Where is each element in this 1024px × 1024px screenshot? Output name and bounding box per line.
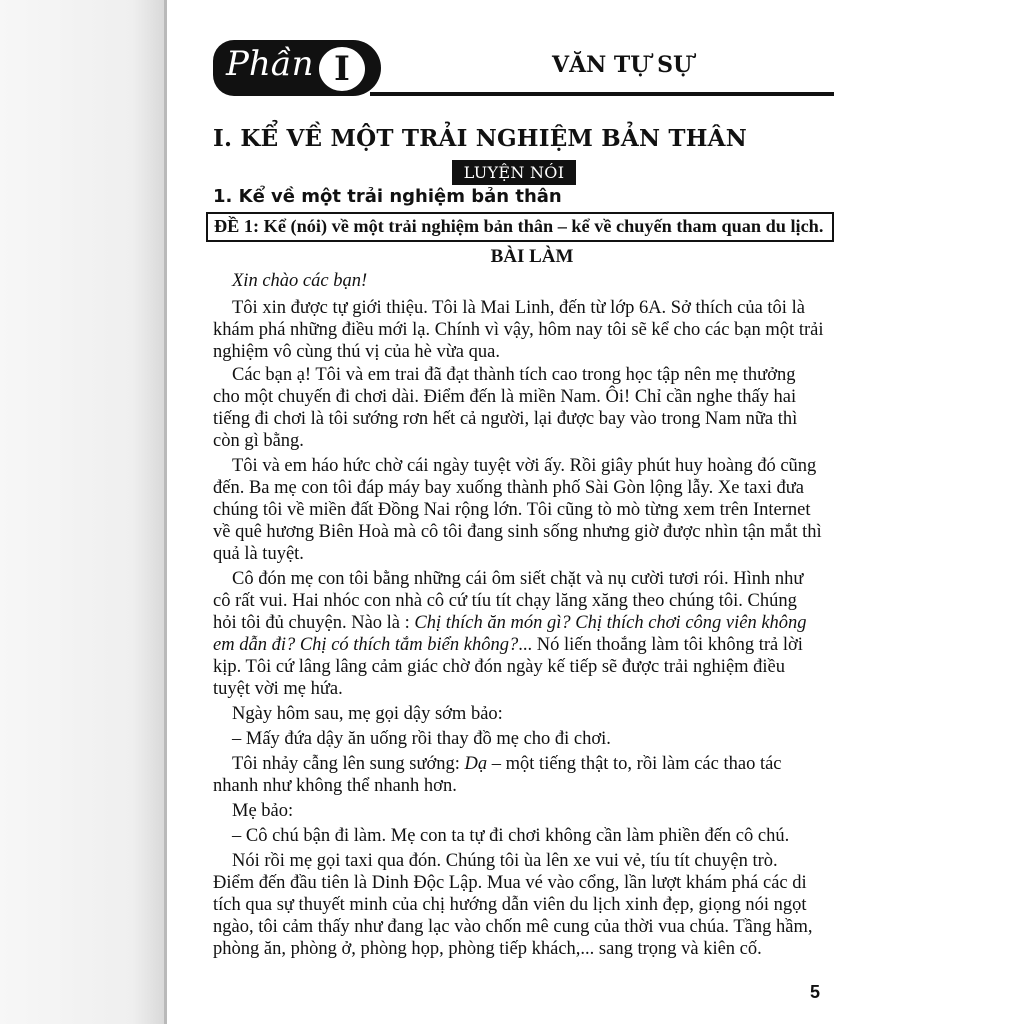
body-line: còn gì bằng. [213, 431, 304, 451]
exclamation: Dạ [464, 754, 488, 774]
greeting-line: Xin chào các bạn! [232, 271, 368, 291]
body-line [213, 612, 807, 634]
quoted-question: em dẫn đi? Chị có thích tắm biển không? [213, 635, 519, 655]
subsection-title: 1. Kể về một trải nghiệm bản thân [213, 186, 562, 207]
dialogue-line: – Cô chú bận đi làm. Mẹ con ta tự đi chơi không cần làm phiền đến cô chú. [232, 826, 790, 846]
body-line: Mẹ bảo: [232, 801, 294, 821]
section-title: I. KỂ VỀ MỘT TRẢI NGHIỆM BẢN THÂN [213, 125, 747, 152]
answer-heading: BÀI LÀM [490, 246, 574, 267]
body-line: Cô đón mẹ con tôi bằng những cái ôm siết chặt và nụ cười tươi rói. Hình như [232, 569, 804, 589]
body-line: chúng tôi về miền đất Đồng Nai rộng lớn. Tôi cũng tò mò từng xem trên Internet [213, 500, 811, 520]
part-word: Phần [226, 44, 314, 84]
prompt-text: ĐỀ 1: Kể (nói) về một trải nghiệm bản thân – kể về chuyến tham quan du lịch. [214, 216, 824, 236]
quoted-question: Chị thích ăn món gì? Chị thích chơi công viên không [414, 613, 807, 633]
body-line: tích qua sự thuyết minh của chị hướng dẫn viên du lịch xinh đẹp, giọng nói ngọt [213, 895, 807, 915]
body-line: kịp. Tôi cứ lâng lâng cảm giác chờ đón ngày kế tiếp sẽ được trải nghiệm điều [213, 657, 786, 677]
book-gutter [0, 0, 166, 1024]
body-line: khám phá những điều mới lạ. Chính vì vậy, hôm nay tôi sẽ kể cho các bạn một trải [213, 320, 824, 340]
body-line [232, 753, 782, 775]
body-text: Tôi nhảy cẫng lên sung sướng: [232, 754, 465, 774]
body-text: – một tiếng thật to, rồi làm các thao tác [487, 754, 782, 774]
body-text: ... Nó liến thoắng làm tôi không trả lời [518, 635, 803, 655]
body-line: Ngày hôm sau, mẹ gọi dậy sớm bảo: [232, 704, 503, 724]
body-line: ngào, tôi cảm thấy như đang lạc vào chốn mê cung của thời vua chúa. Tầng hầm, [213, 917, 813, 937]
body-line: Tôi xin được tự giới thiệu. Tôi là Mai Linh, đến từ lớp 6A. Sở thích của tôi là [232, 298, 805, 318]
body-line: Các bạn ạ! Tôi và em trai đã đạt thành tích cao trong học tập nên mẹ thưởng [232, 365, 796, 385]
body-line: nghiệm vô cùng thú vị của hè vừa qua. [213, 342, 500, 362]
body-line: tuyệt vời mẹ hứa. [213, 679, 343, 699]
body-line: cô rất vui. Hai nhóc con nhà cô cứ tíu tít chạy lăng xăng theo chúng tôi. Chúng [213, 591, 797, 611]
header-rule [370, 92, 834, 96]
body-text: hỏi tôi đủ chuyện. Nào là : [213, 613, 415, 633]
body-line: tiếng đi chơi là tôi sướng rơn hết cả người, lại được bay vào trong Nam nữa thì [213, 409, 798, 429]
body-line: Điểm đến đầu tiên là Dinh Độc Lập. Mua vé vào cổng, lần lượt khám phá các di [213, 873, 807, 893]
tag-label: LUYỆN NÓI [463, 163, 565, 182]
dialogue-line: – Mấy đứa dậy ăn uống rồi thay đồ mẹ cho đi chơi. [232, 729, 611, 749]
page-number: 5 [810, 982, 821, 1002]
body-line [213, 634, 803, 656]
body-line: phòng ăn, phòng ở, phòng họp, phòng tiếp khách,... sang trọng và kiên cố. [213, 939, 762, 959]
body-line: quả là tuyệt. [213, 544, 304, 564]
chapter-title: VĂN TỰ SỰ [552, 52, 693, 78]
body-line: đến. Ba mẹ con tôi đáp máy bay xuống thành phố Sài Gòn lộng lẫy. Xe taxi đưa [213, 478, 804, 498]
part-number: I [334, 49, 350, 89]
body-line: về quê hương Biên Hoà mà cô tôi đang sinh sống nhưng giờ được nhìn tận mắt thì [213, 522, 822, 542]
body-line: nhanh như không thể nhanh hơn. [213, 776, 457, 796]
body-line: Tôi và em háo hức chờ cái ngày tuyệt vời ấy. Rồi giây phút huy hoàng đó cũng [232, 456, 817, 476]
body-line: cho một chuyến đi chơi dài. Điểm đến là miền Nam. Ôi! Chỉ cần nghe thấy hai [213, 387, 797, 407]
body-line: Nói rồi mẹ gọi taxi qua đón. Chúng tôi ùa lên xe vui vẻ, tíu tít chuyện trò. [232, 851, 778, 871]
